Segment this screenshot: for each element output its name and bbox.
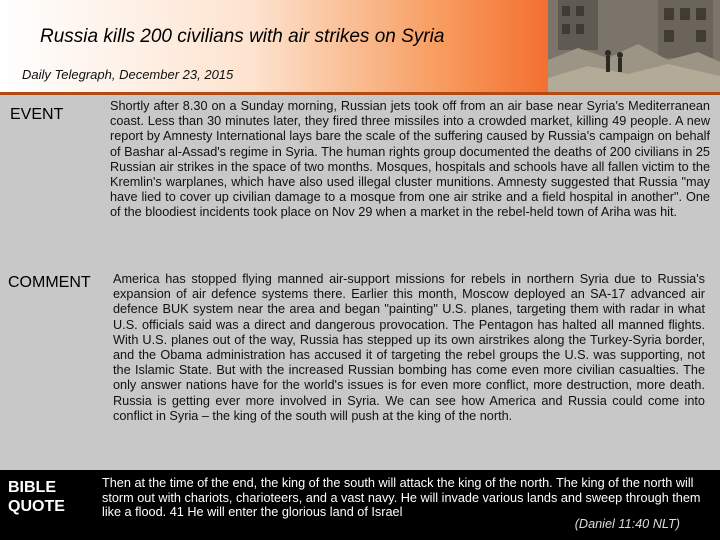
bible-quote-label: BIBLE QUOTE	[8, 479, 65, 515]
comment-label: COMMENT	[8, 274, 91, 291]
bible-quote-text: Then at the time of the end, the king of the south will attack the king of the north. The king of the north will storm out with chariots, charioteers, and a vast navy. He will invade various lands and sweep through them like a flood. 41 He will enter the glorious land of Israel	[102, 476, 701, 519]
war-ruins-photo	[548, 0, 720, 94]
bible-quote-source: (Daniel 11:40 NLT)	[574, 517, 680, 531]
event-text: Shortly after 8.30 on a Sunday morning, Russian jets took off from an air base near Syria's Mediterranean coast. Less than 30 minutes later, they fired three missiles into a crowded market, killing 49 people. A new report by Amnesty International lays bare the scale of the suffering caused by Russia's campaign on behalf of Bashar al-Assad's regime in Syria. The human rights group documented the deaths of 200 civilians in 25 Russian air strikes in the space of two months. Mosques, hospitals and schools have all fallen victim to the Kremlin's warplanes, which have also used illegal cluster munitions. Amnesty suggested that Russia "may have lied to cover up civilian damage to a mosque from one air strike and a field hospital in another". One of the bloodiest incidents took place on Nov 29 when a market in the rebel-held town of Ariha was hit.	[110, 99, 710, 220]
comment-text: America has stopped flying manned air-support missions for rebels in northern Syria due to Russia's expansion of air defence systems there. Earlier this month, Moscow deployed an SA-17 advanced air defence BUK system near the area and began "painting" U.S. planes, targeting them with radar in what U.S. officials said was a direct and dangerous provocation. The Pentagon has halted all manned flights. With U.S. planes out of the way, Russia has stepped up its own airstrikes along the Turkey-Syria border, and the Obama administration has accused it of targeting the rebel groups the U.S. was supporting, not the Islamic State. But with the increased Russian bombing has come even more civilian casualties. The only answer nations have for the world's issues is for even more conflict, more destruction, more death. Russia is getting ever more involved in Syria. We can see how America and Russia could come into conflict in Syria – the king of the south will push at the king of the north.	[113, 272, 705, 423]
header-divider	[0, 92, 720, 95]
bible-quote-panel	[0, 470, 720, 540]
page-title: Russia kills 200 civilians with air strikes on Syria	[40, 26, 445, 47]
source-citation: Daily Telegraph, December 23, 2015	[22, 67, 234, 82]
ruins-illustration	[548, 0, 720, 94]
event-label: EVENT	[10, 106, 64, 123]
header-banner	[0, 0, 720, 94]
